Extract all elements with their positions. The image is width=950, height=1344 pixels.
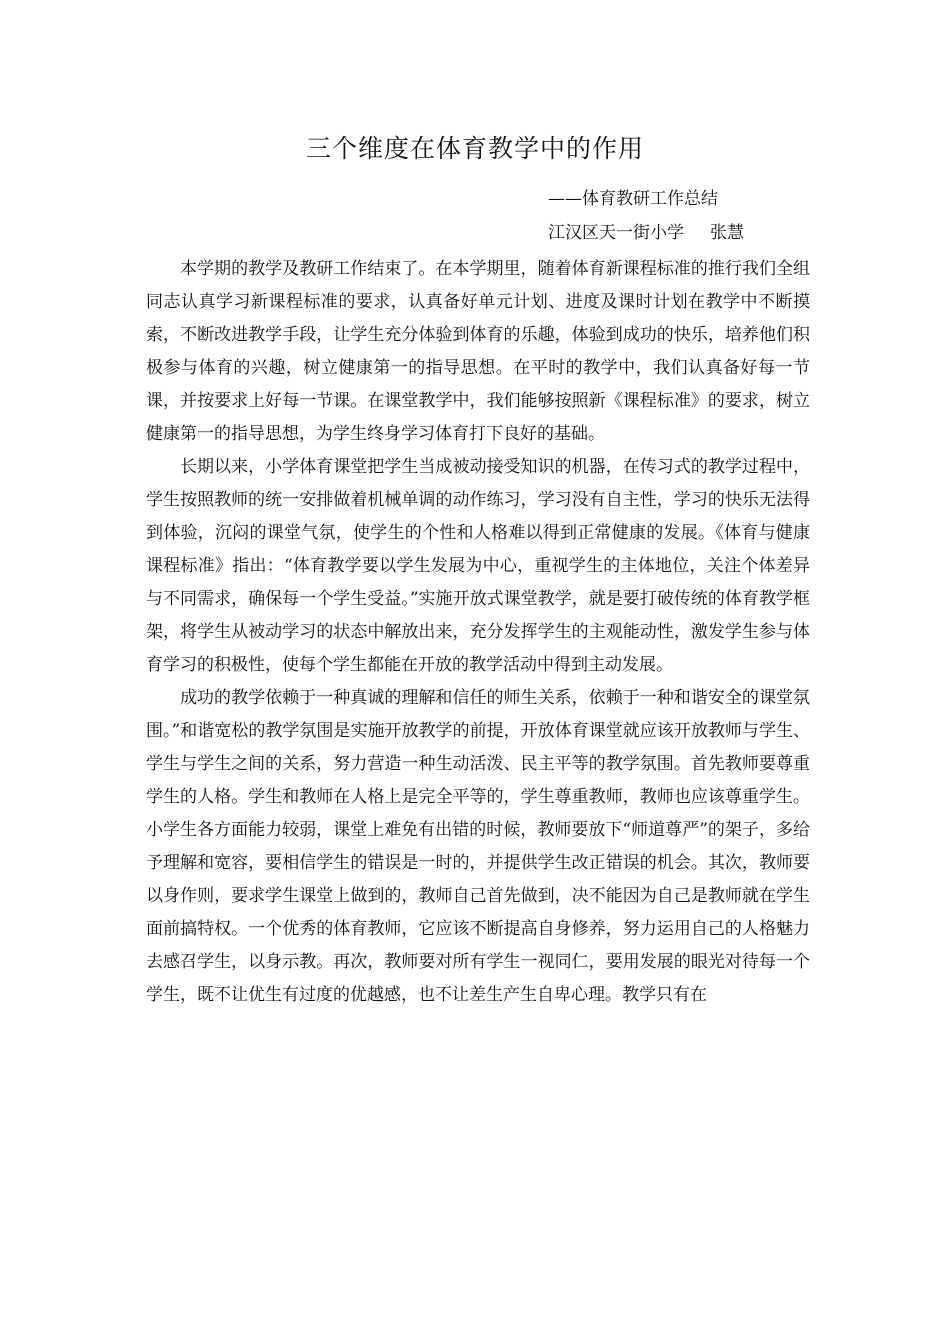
school-name: 江汉区天一街小学 (548, 223, 684, 243)
author-name: 张慧 (710, 223, 744, 243)
author-byline (548, 221, 744, 245)
document-body (146, 253, 810, 1012)
paragraph-3: 成功的教学依赖于一种真诚的理解和信任的师生关系，依赖于一种和谐安全的课堂氛围。”和谐宽松的教学氛围是实施开放教学的前提，开放体育课堂就应该开放教师与学生、学生与学生之间的关系，努力营造一种生动活泼、民主平等的教学氛围。首先教师要尊重学生的人格。学生和教师在人格上是完全平等的，学生尊重教师，教师也应该尊重学生。小学生各方面能力较弱，课堂上难免有出错的时候，教师要放下“师道尊严”的架子，多给予理解和宽容，要相信学生的错误是一时的，并提供学生改正错误的机会。其次，教师要以身作则，要求学生课堂上做到的，教师自己首先做到，决不能因为自己是教师就在学生面前搞特权。一个优秀的体育教师，它应该不断提高自身修养，努力运用自己的人格魅力去感召学生，以身示教。再次，教师要对所有学生一视同仁，要用发展的眼光对待每一个学生，既不让优生有过度的优越感，也不让差生产生自卑心理。教学只有在 (146, 688, 810, 1005)
paragraph-1: 本学期的教学及教研工作结束了。在本学期里，随着体育新课程标准的推行我们全组同志认真学习新课程标准的要求，认真备好单元计划、进度及课时计划在教学中不断摸索，不断改进教学手段，让学生充分体验到体育的乐趣，体验到成功的快乐，培养他们积极参与体育的兴趣，树立健康第一的指导思想。在平时的教学中，我们认真备好每一节课，并按要求上好每一节课。在课堂教学中，我们能够按照新《课程标准》的要求，树立健康第一的指导思想，为学生终身学习体育打下良好的基础。 (146, 259, 810, 444)
document-title: 三个维度在体育教学中的作用 (305, 134, 644, 163)
document-subtitle: ——体育教研工作总结 (548, 189, 718, 209)
paragraph-2: 长期以来，小学体育课堂把学生当成被动接受知识的机器，在传习式的教学过程中，学生按照教师的统一安排做着机械单调的动作练习，学习没有自主性，学习的快乐无法得到体验，沉闷的课堂气氛，使学生的个性和人格难以得到正常健康的发展。《体育与健康课程标准》指出：“体育教学要以学生发展为中心，重视学生的主体地位，关注个体差异与不同需求，确保每一个学生受益。”实施开放式课堂教学，就是要打破传统的体育教学框架，将学生从被动学习的状态中解放出来，充分发挥学生的主观能动性，激发学生参与体育学习的积极性，使每个学生都能在开放的教学活动中得到主动发展。 (146, 457, 810, 675)
